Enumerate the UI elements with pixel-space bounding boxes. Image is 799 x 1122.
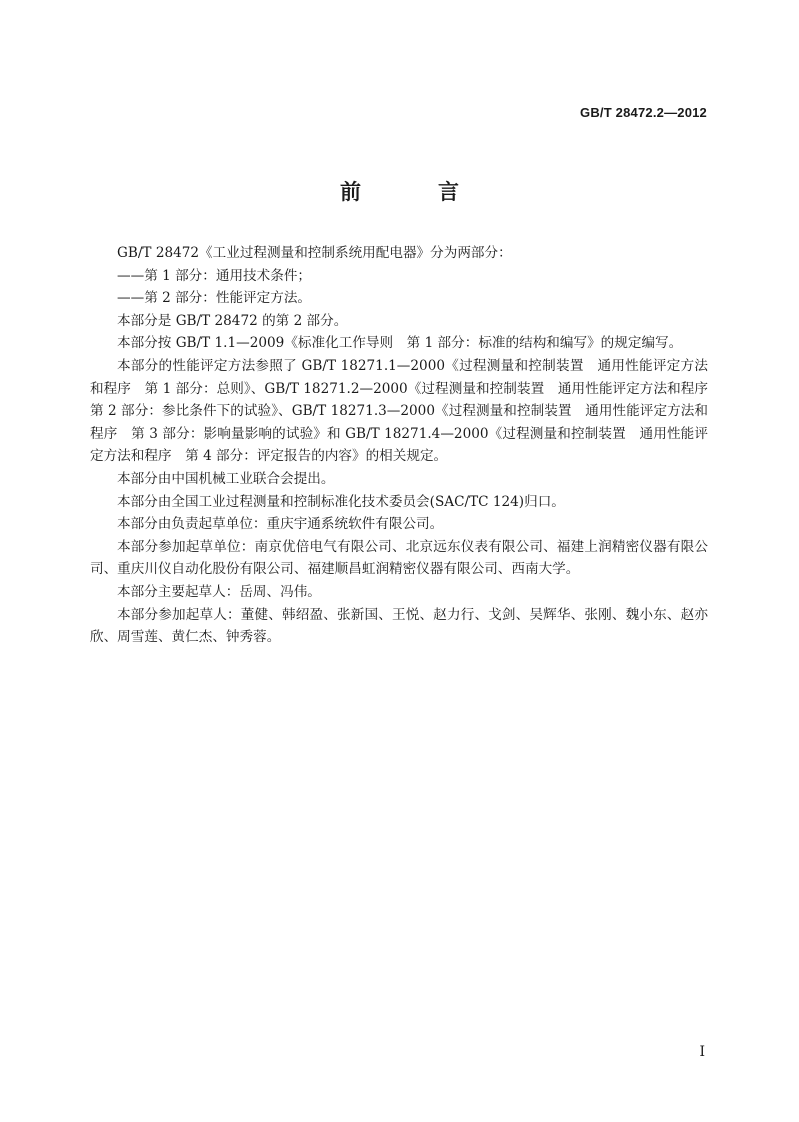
paragraph-participating-units: 本部分参加起草单位：南京优倍电气有限公司、北京远东仪表有限公司、福建上润精密仪器有限公司、重庆川仪自动化股份有限公司、福建顺昌虹润精密仪器有限公司、西南大学。 [90, 538, 708, 578]
paragraph-drafting-rules: 本部分按 GB/T 1.1—2009《标准化工作导则 第 1 部分：标准的结构和编写》的规定编写。 [117, 335, 683, 352]
paragraph-part-1: ——第 1 部分：通用技术条件； [117, 267, 312, 284]
foreword-body [90, 242, 722, 649]
page-number: I [699, 1044, 705, 1060]
paragraph-main-drafters: 本部分主要起草人：岳周、冯伟。 [117, 583, 321, 600]
paragraph-part-2: ——第 2 部分：性能评定方法。 [117, 290, 312, 307]
paragraph-participating-drafters: 本部分参加起草人：董健、韩绍盈、张新国、王悦、赵力行、戈剑、吴辉华、张刚、魏小东、赵亦欣、周雪莲、黄仁杰、钟秀蓉。 [90, 606, 708, 646]
paragraph-responsible-drafter: 本部分由负责起草单位：重庆宇通系统软件有限公司。 [117, 516, 444, 533]
paragraph-parts-intro: GB/T 28472《工业过程测量和控制系统用配电器》分为两部分： [117, 245, 512, 261]
paragraph-proposed-by: 本部分由中国机械工业联合会提出。 [117, 470, 335, 487]
page-title: 前 言 [340, 180, 487, 204]
paragraph-references: 本部分的性能评定方法参照了 GB/T 18271.1—2000《过程测量和控制装置 通用性能评定方法和程序 第 1 部分：总则》、GB/T 18271.2—2000《过程测量和控制装置 通用性能评定方法和程序 第 2 部分：参比条件下的试验》、GB/T 18271.3—2000《过程测量和控制装置 通用性能评定方法和程序 第 3 部分：影响量影响的试验》和 GB/T 18271.4—2000《过程测量和控制装置 通用性能评定方法和程序 第 4 部分：评定报告的内容》的相关规定。 [90, 357, 722, 465]
paragraph-under-jurisdiction: 本部分由全国工业过程测量和控制标准化技术委员会(SAC/TC 124)归口。 [117, 493, 565, 510]
standard-code: GB/T 28472.2—2012 [580, 105, 707, 120]
paragraph-this-part: 本部分是 GB/T 28472 的第 2 部分。 [117, 312, 348, 329]
